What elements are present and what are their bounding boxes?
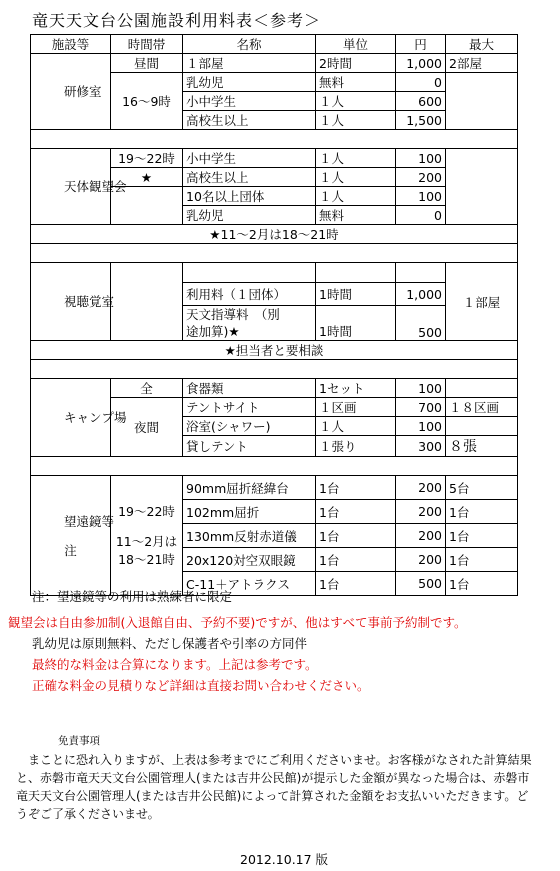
separator-row [31,244,518,263]
fee-table [30,34,518,596]
header-facility: 施設等 [31,35,111,54]
max-cell [446,73,518,130]
time-cell: 16〜9時 [111,73,183,130]
unit-cell: 2時間 [316,54,396,73]
header-unit: 単位 [316,35,396,54]
facility-audiovisual: 視聴覚室 [31,263,111,341]
facility-observation: 天体観望会 [31,149,111,225]
contact-note: 正確な料金の見積りなど詳細は直接お問い合わせください。 [32,678,370,693]
yen-cell: 600 [396,92,446,111]
yen-cell: 200 [396,500,446,524]
unit-cell: １人 [316,149,396,168]
name-cell: 小中学生 [183,92,316,111]
name-cell: テントサイト [183,398,316,417]
table-row [31,263,518,283]
yen-cell: 700 [396,398,446,417]
total-note: 最終的な料金は合算になります。上記は参考です。 [32,657,318,672]
time-cell: 夜間 [111,398,183,457]
name-cell: 90mm屈折経緯台 [183,476,316,500]
infant-note: 乳幼児は原則無料、ただし保護者や引率の方同伴 [32,636,308,651]
separator-row [31,360,518,379]
unit-cell [316,263,396,283]
yen-cell: 300 [396,436,446,457]
max-cell: 1台 [446,572,518,596]
yen-cell: 200 [396,548,446,572]
unit-cell: 1セット [316,379,396,398]
name-cell: 20x120対空双眼鏡 [183,548,316,572]
time-cell: 19〜22時 11〜2月は 18〜21時 [111,476,183,596]
table-row [31,379,518,398]
name-cell: 貸しテント [183,436,316,457]
time-cell: 全 [111,379,183,398]
max-cell [446,417,518,436]
yen-cell: 200 [396,168,446,187]
max-cell: 2部屋 [446,54,518,73]
name-cell: 天文指導料 （別 途加算)★ [183,306,316,341]
yen-cell: 500 [396,306,446,341]
header-name: 名称 [183,35,316,54]
max-cell: 1台 [446,500,518,524]
time-cell: 19〜22時 [111,149,183,168]
name-cell: 102mm屈折 [183,500,316,524]
yen-cell: 1,500 [396,111,446,130]
yen-cell: 100 [396,417,446,436]
unit-cell: 1台 [316,500,396,524]
yen-cell: 0 [396,206,446,225]
table-row [31,476,518,500]
yen-cell: 500 [396,572,446,596]
reservation-note: 観望会は自由参加制(入退館自由、予約不要)ですが、他はすべて事前予約制です。 [8,615,467,630]
max-cell: １部屋 [446,263,518,341]
name-cell [183,263,316,283]
unit-cell: 1時間 [316,306,396,341]
unit-cell: 無料 [316,73,396,92]
name-cell: 高校生以上 [183,111,316,130]
facility-telescope: 望遠鏡等 注 [31,476,111,596]
header-yen: 円 [396,35,446,54]
page-title: 竜天天文台公園施設利用料表＜参考＞ [32,11,322,30]
observation-note: ★11〜2月は18〜21時 [31,225,518,244]
max-cell: １８区画 [446,398,518,417]
header-max: 最大 [446,35,518,54]
name-cell: 利用料（１団体） [183,283,316,306]
disclaimer-title: 免責事項 [58,735,100,747]
name-cell: 10名以上団体 [183,187,316,206]
separator-row [31,130,518,149]
unit-cell: １人 [316,111,396,130]
name-cell: 浴室(シャワー) [183,417,316,436]
disclaimer-text: まことに恐れ入りますが、上表は参考までにご利用くださいませ。お客様がなされた計算結果と、赤磐市竜天天文台公園管理人(または吉井公民館)が提示した金額が異なった場合は、赤磐市竜天天文台公園管理人(または吉井公民館)によって計算された金額をお支払いいただきます。どうぞご了承くださいませ。 [16,753,532,821]
yen-cell: 1,000 [396,283,446,306]
separator-row [31,457,518,476]
facility-training: 研修室 [31,54,111,130]
max-cell: ８張 [446,436,518,457]
header-time: 時間帯 [111,35,183,54]
name-cell: 乳幼児 [183,73,316,92]
table-header-row [31,35,518,54]
telescope-note: 注：望遠鏡等の利用は熟練者に限定 [32,589,233,604]
audiovisual-note: ★担当者と要相談 [31,341,518,360]
unit-cell: １人 [316,92,396,111]
version-date: 2012.10.17 版 [240,852,329,867]
unit-cell: 1台 [316,476,396,500]
unit-cell: 1台 [316,524,396,548]
name-cell: 食器類 [183,379,316,398]
yen-cell: 100 [396,149,446,168]
time-cell: 昼間 [111,54,183,73]
yen-cell: 200 [396,476,446,500]
yen-cell: 100 [396,187,446,206]
unit-cell: 1時間 [316,283,396,306]
max-cell: 1台 [446,548,518,572]
yen-cell: 1,000 [396,54,446,73]
unit-cell: １人 [316,187,396,206]
name-cell: 130mm反射赤道儀 [183,524,316,548]
yen-cell: 0 [396,73,446,92]
yen-cell: 200 [396,524,446,548]
max-cell [446,379,518,398]
name-cell: C-11＋アトラクス [183,572,316,596]
max-cell [446,149,518,225]
name-cell: 高校生以上 [183,168,316,187]
name-cell: １部屋 [183,54,316,73]
time-cell [111,263,183,341]
time-cell: ★ [111,168,183,187]
unit-cell: 1台 [316,572,396,596]
unit-cell: １人 [316,417,396,436]
max-cell: 1台 [446,524,518,548]
unit-cell: １区画 [316,398,396,417]
name-cell: 乳幼児 [183,206,316,225]
yen-cell: 100 [396,379,446,398]
unit-cell: 無料 [316,206,396,225]
note-row [31,225,518,244]
yen-cell [396,263,446,283]
table-row [31,149,518,168]
unit-cell: １張り [316,436,396,457]
unit-cell: １人 [316,168,396,187]
unit-cell: 1台 [316,548,396,572]
table-row [31,54,518,73]
max-cell: 5台 [446,476,518,500]
facility-camping: キャンプ場 [31,379,111,457]
note-row [31,341,518,360]
name-cell: 小中学生 [183,149,316,168]
